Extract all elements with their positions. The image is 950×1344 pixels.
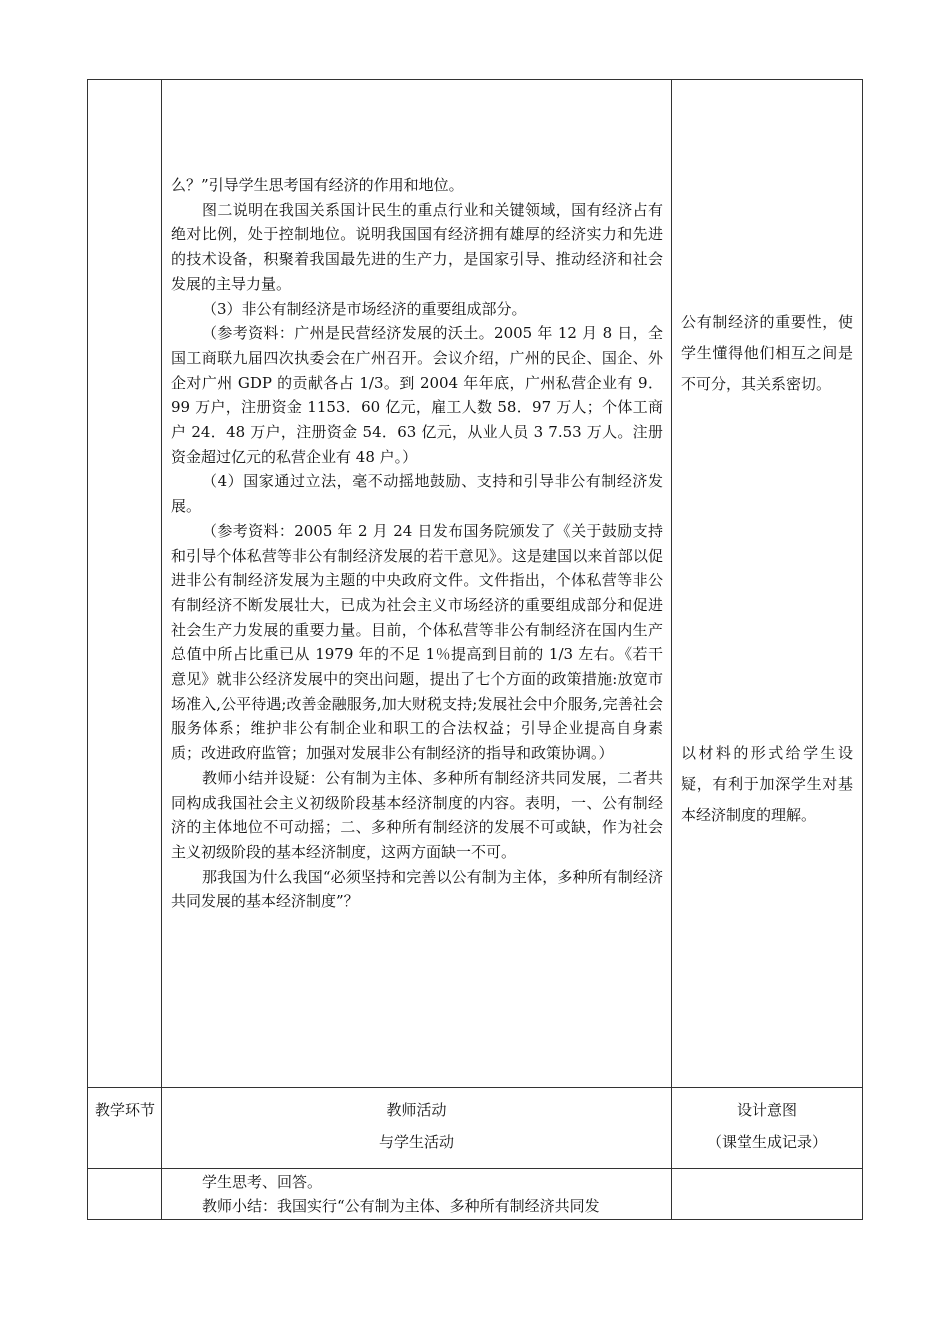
activity-paragraph: （参考资料：广州是民营经济发展的沃土。2005 年 12 月 8 日，全国工商联九届四次执委会在广州召开。会议介绍，广州的民企、国企、外企对广州 GDP 的贡献各占 1/3。到 2004 年年底，广州私营企业有 9．99 万户，注册资金 1153．60 亿元，雇工人数 58．97 万人；个体工商户 24．48 万户，注册资金 54．63 亿元，从业人员 3 7.53 万人。注册资金超过亿元的私营企业有 48 户。） xyxy=(171,324,663,466)
activity-paragraph: 学生思考、回答。 xyxy=(202,1173,323,1191)
table-border-right xyxy=(862,79,863,1220)
table-column-divider-1 xyxy=(161,79,162,1220)
activity-paragraph: （3）非公有制经济是市场经济的重要组成部分。 xyxy=(202,299,527,318)
design-intent-note-1: 公有制经济的重要性，使学生懂得他们相互之间是不可分，其关系密切。 xyxy=(681,313,853,393)
table-border-left xyxy=(87,79,88,1220)
teacher-activity-content xyxy=(171,173,663,914)
activity-paragraph: 教师小结并设疑：公有制为主体、多种所有制经济共同发展，二者共同构成我国社会主义初级阶段基本经济制度的内容。表明，一、公有制经济的主体地位不可动摇；二、多种所有制经济的发展不可或缺，作为社会主义初级阶段的基本经济制度，这两方面缺一不可。 xyxy=(171,768,663,861)
teacher-activity-content-next xyxy=(171,1170,663,1218)
header-design-intent: 设计意图 （课堂生成记录） xyxy=(706,1101,827,1151)
activity-paragraph: 教师小结：我国实行“公有制为主体、多种所有制经济共同发 xyxy=(202,1197,600,1215)
header-teaching-stage: 教学环节 xyxy=(95,1101,156,1119)
table-column-divider-2 xyxy=(671,79,672,1220)
activity-paragraph: 那我国为什么我国“必须坚持和完善以公有制为主体，多种所有制经济共同发展的基本经济制度”？ xyxy=(171,867,663,911)
activity-paragraph: 么？”引导学生思考国有经济的作用和地位。 xyxy=(171,176,464,194)
design-intent-note-2: 以材料的形式给学生设疑，有利于加深学生对基本经济制度的理解。 xyxy=(681,744,853,824)
table-border-bottom xyxy=(87,1219,863,1220)
activity-paragraph: 图二说明在我国关系国计民生的重点行业和关键领域，国有经济占有绝对比例，处于控制地位。说明我国国有经济拥有雄厚的经济实力和先进的技术设备，积聚着我国最先进的生产力，是国家引导、推动经济和社会发展的主导力量。 xyxy=(171,200,663,293)
header-teacher-activity: 教师活动 与学生活动 xyxy=(378,1101,454,1151)
activity-paragraph: （参考资料：2005 年 2 月 24 日发布国务院颁发了《关于鼓励支持和引导个体私营等非公有制经济发展的若干意见》。这是建国以来首部以促进非公有制经济发展为主题的中央政府文件。文件指出，个体私营等非公有制经济不断发展壮大，已成为社会主义市场经济的重要组成部分和促进社会生产力发展的重要力量。目前，个体私营等非公有制经济在国内生产总值中所占比重已从 1979 年的不足 1％提高到目前的 1/3 左右。《若干意见》就非公经济发展中的突出问题，提出了七个方面的政策措施:放宽市场准入,公平待遇;改善金融服务,加大财税支持;发展社会中介服务,完善社会服务体系；维护非公有制企业和职工的合法权益；引导企业提高自身素质；改进政府监管；加强对发展非公有制经济的指导和政策协调。） xyxy=(171,521,663,763)
table-border-top xyxy=(87,79,863,80)
activity-paragraph: （4）国家通过立法，毫不动摇地鼓励、支持和引导非公有制经济发展。 xyxy=(171,472,663,516)
table-border-row-divider-1 xyxy=(87,1087,863,1088)
table-border-row-divider-2 xyxy=(87,1168,863,1169)
